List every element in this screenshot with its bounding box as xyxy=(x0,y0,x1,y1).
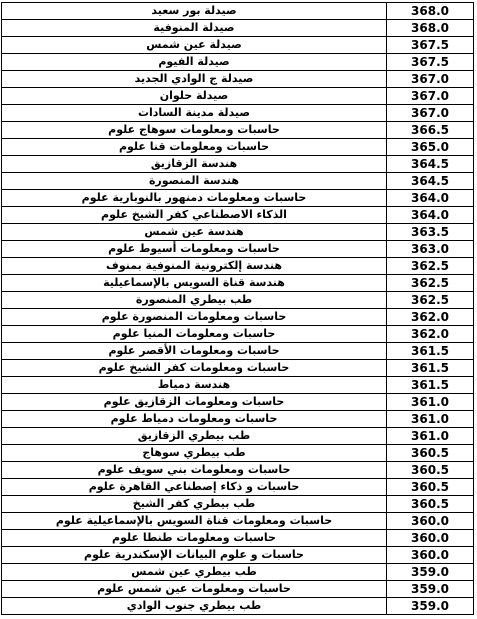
table-row xyxy=(2,105,474,122)
score-cell: 361.0 xyxy=(387,411,474,428)
table-row xyxy=(2,377,474,394)
table-row xyxy=(2,292,474,309)
score-cell: 360.0 xyxy=(387,513,474,530)
score-cell: 360.5 xyxy=(387,479,474,496)
faculty-name-cell: هندسة قناة السويس بالإسماعيلية xyxy=(2,275,387,292)
table-row xyxy=(2,71,474,88)
score-cell: 363.0 xyxy=(387,241,474,258)
table-row xyxy=(2,241,474,258)
faculty-name-cell: هندسة عين شمس xyxy=(2,224,387,241)
score-cell: 361.5 xyxy=(387,343,474,360)
table-row xyxy=(2,445,474,462)
faculty-name-cell: حاسبات ومعلومات المنيا علوم xyxy=(2,326,387,343)
grades-table xyxy=(1,2,474,615)
faculty-name-cell: حاسبات و علوم البيانات الإسكندرية علوم xyxy=(2,547,387,564)
score-cell: 363.5 xyxy=(387,224,474,241)
faculty-name-cell: صيدلة مدينة السادات xyxy=(2,105,387,122)
table-row xyxy=(2,190,474,207)
score-cell: 360.5 xyxy=(387,445,474,462)
score-cell: 368.0 xyxy=(387,20,474,37)
faculty-name-cell: هندسة إلكترونية المنوفية بمنوف xyxy=(2,258,387,275)
faculty-name-cell: حاسبات ومعلومات عين شمس علوم xyxy=(2,581,387,598)
faculty-name-cell: حاسبات ومعلومات سوهاج علوم xyxy=(2,122,387,139)
score-cell: 366.5 xyxy=(387,122,474,139)
score-cell: 359.0 xyxy=(387,564,474,581)
faculty-name-cell: صيدلة حلوان xyxy=(2,88,387,105)
score-cell: 360.5 xyxy=(387,496,474,513)
score-cell: 360.5 xyxy=(387,462,474,479)
faculty-name-cell: حاسبات ومعلومات قناة السويس بالإسماعيلية علوم xyxy=(2,513,387,530)
table-row xyxy=(2,173,474,190)
score-cell: 367.5 xyxy=(387,54,474,71)
faculty-name-cell: حاسبات ومعلومات دمياط علوم xyxy=(2,411,387,428)
score-cell: 365.0 xyxy=(387,139,474,156)
score-cell: 362.0 xyxy=(387,326,474,343)
table-row xyxy=(2,20,474,37)
faculty-name-cell: طب بيطري سوهاج xyxy=(2,445,387,462)
faculty-name-cell: صيدلة ج الوادي الجديد xyxy=(2,71,387,88)
faculty-name-cell: الذكاء الاصطناعي كفر الشيخ علوم xyxy=(2,207,387,224)
table-row xyxy=(2,479,474,496)
table-row xyxy=(2,309,474,326)
table-row xyxy=(2,224,474,241)
faculty-name-cell: حاسبات ومعلومات قنا علوم xyxy=(2,139,387,156)
faculty-name-cell: حاسبات ومعلومات طنطا علوم xyxy=(2,530,387,547)
table-row xyxy=(2,530,474,547)
score-cell: 367.0 xyxy=(387,88,474,105)
score-cell: 368.0 xyxy=(387,3,474,20)
faculty-name-cell: صيدلة عين شمس xyxy=(2,37,387,54)
score-cell: 367.0 xyxy=(387,105,474,122)
table-row xyxy=(2,547,474,564)
table-row xyxy=(2,581,474,598)
table-row xyxy=(2,462,474,479)
score-cell: 364.0 xyxy=(387,207,474,224)
faculty-name-cell: صيدلة المنوفية xyxy=(2,20,387,37)
faculty-name-cell: حاسبات ومعلومات دمنهور بالنوبارية علوم xyxy=(2,190,387,207)
table-row xyxy=(2,37,474,54)
table-row xyxy=(2,139,474,156)
faculty-name-cell: هندسة الزقازيق xyxy=(2,156,387,173)
grades-table-body xyxy=(2,3,474,615)
faculty-name-cell: حاسبات ومعلومات المنصورة علوم xyxy=(2,309,387,326)
score-cell: 359.0 xyxy=(387,581,474,598)
grades-sheet xyxy=(1,2,473,615)
score-cell: 367.0 xyxy=(387,71,474,88)
table-row xyxy=(2,258,474,275)
score-cell: 361.5 xyxy=(387,377,474,394)
faculty-name-cell: طب بيطري المنصورة xyxy=(2,292,387,309)
faculty-name-cell: طب بيطري جنوب الوادي xyxy=(2,598,387,615)
table-row xyxy=(2,3,474,20)
table-row xyxy=(2,122,474,139)
table-row xyxy=(2,88,474,105)
table-row xyxy=(2,496,474,513)
table-row xyxy=(2,54,474,71)
table-row xyxy=(2,428,474,445)
faculty-name-cell: حاسبات و ذكاء إصطناعي القاهرة علوم xyxy=(2,479,387,496)
faculty-name-cell: طب بيطري الزقازيق xyxy=(2,428,387,445)
score-cell: 362.5 xyxy=(387,258,474,275)
score-cell: 361.0 xyxy=(387,428,474,445)
table-row xyxy=(2,156,474,173)
score-cell: 364.5 xyxy=(387,173,474,190)
table-row xyxy=(2,513,474,530)
table-row xyxy=(2,411,474,428)
faculty-name-cell: حاسبات ومعلومات بني سويف علوم xyxy=(2,462,387,479)
faculty-name-cell: طب بيطري عين شمس xyxy=(2,564,387,581)
faculty-name-cell: هندسة دمياط xyxy=(2,377,387,394)
table-row xyxy=(2,564,474,581)
table-row xyxy=(2,207,474,224)
score-cell: 362.5 xyxy=(387,275,474,292)
faculty-name-cell: صيدلة الفيوم xyxy=(2,54,387,71)
score-cell: 367.5 xyxy=(387,37,474,54)
faculty-name-cell: حاسبات ومعلومات كفر الشيخ علوم xyxy=(2,360,387,377)
table-row xyxy=(2,598,474,615)
table-row xyxy=(2,394,474,411)
score-cell: 364.5 xyxy=(387,156,474,173)
score-cell: 359.0 xyxy=(387,598,474,615)
score-cell: 360.0 xyxy=(387,530,474,547)
faculty-name-cell: حاسبات ومعلومات أسيوط علوم xyxy=(2,241,387,258)
table-row xyxy=(2,343,474,360)
score-cell: 364.0 xyxy=(387,190,474,207)
score-cell: 361.5 xyxy=(387,360,474,377)
faculty-name-cell: طب بيطري كفر الشيخ xyxy=(2,496,387,513)
faculty-name-cell: حاسبات ومعلومات الأقصر علوم xyxy=(2,343,387,360)
score-cell: 360.0 xyxy=(387,547,474,564)
table-row xyxy=(2,360,474,377)
score-cell: 362.5 xyxy=(387,292,474,309)
faculty-name-cell: صيدلة بور سعيد xyxy=(2,3,387,20)
faculty-name-cell: حاسبات ومعلومات الزقازيق علوم xyxy=(2,394,387,411)
score-cell: 362.0 xyxy=(387,309,474,326)
faculty-name-cell: هندسة المنصورة xyxy=(2,173,387,190)
table-row xyxy=(2,326,474,343)
score-cell: 361.0 xyxy=(387,394,474,411)
table-row xyxy=(2,275,474,292)
